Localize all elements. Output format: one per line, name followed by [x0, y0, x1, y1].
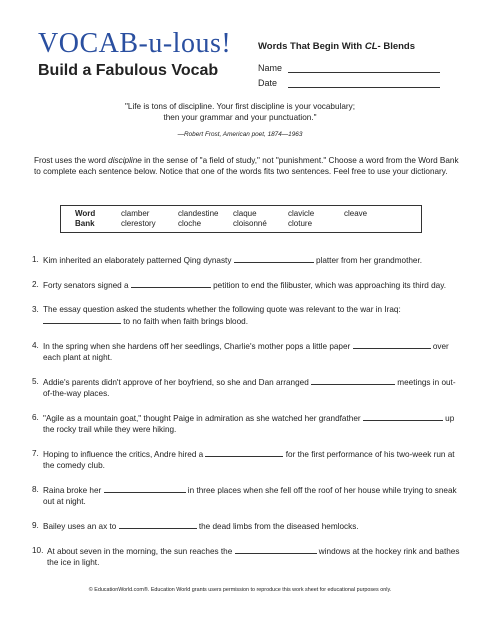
- name-row: [258, 58, 458, 73]
- question-item: [32, 412, 462, 435]
- question-text: [43, 448, 462, 471]
- word-bank-word: cloture: [288, 219, 313, 228]
- question-text: [47, 545, 462, 568]
- question-text-after: up the rocky trail while they were hiking.: [43, 414, 455, 434]
- question-text-after: over each plant at night.: [43, 342, 449, 362]
- answer-blank[interactable]: [363, 412, 443, 421]
- question-text: [43, 412, 462, 435]
- logo-subtitle: Build a Fabulous Vocab: [38, 62, 219, 79]
- word-bank-word: clavicle: [288, 209, 315, 218]
- question-text-after: the dead limbs from the diseased hemlocks.: [196, 522, 359, 531]
- question-text: [43, 340, 462, 363]
- worksheet-title: Words That Begin With CL- Blends: [258, 41, 416, 52]
- answer-blank[interactable]: [234, 254, 314, 263]
- question-item: [32, 279, 462, 291]
- question-number: 5.: [32, 377, 39, 386]
- question-text: [43, 376, 462, 399]
- logo-title: VOCAB-u-lous!: [38, 28, 232, 59]
- question-number: 9.: [32, 521, 39, 530]
- question-item: [32, 484, 462, 507]
- question-item: [32, 304, 462, 327]
- name-field[interactable]: [288, 62, 440, 73]
- question-text-after: in three places when she fell off the roof of her house while trying to sneak out at night.: [43, 486, 457, 506]
- word-bank-word: cloisonné: [233, 219, 267, 228]
- question-text-after: windows at the hockey rink and bathes the ice in light.: [47, 547, 460, 567]
- question-number: 10.: [32, 546, 44, 555]
- question-text-before: "Agile as a mountain goat," thought Paige in admiration as she watched her grandfather: [43, 414, 363, 423]
- word-bank-word: clandestine: [178, 209, 219, 218]
- quote-attribution: —Robert Frost, American poet, 1874—1963: [177, 131, 303, 138]
- question-text-after: to no faith when faith brings blood.: [121, 317, 248, 326]
- word-bank-word: cloche: [178, 219, 202, 228]
- answer-blank[interactable]: [205, 448, 283, 457]
- question-text-after: meetings in out-of-the-way places.: [43, 378, 456, 398]
- word-bank-label: Word Bank: [75, 209, 96, 228]
- question-text-before: Raina broke her: [43, 486, 104, 495]
- date-row: [258, 73, 458, 88]
- question-item: [32, 340, 462, 363]
- word-bank-word: claque: [233, 209, 257, 218]
- answer-blank[interactable]: [353, 340, 431, 349]
- answer-blank[interactable]: [131, 279, 211, 288]
- question-number: 8.: [32, 485, 39, 494]
- question-text: [43, 304, 462, 327]
- frost-quote: [60, 101, 420, 140]
- question-text-before: At about seven in the morning, the sun reaches the: [47, 547, 235, 556]
- worksheet-header: [258, 41, 458, 88]
- word-bank: [60, 205, 422, 233]
- date-field[interactable]: [288, 77, 440, 88]
- copyright-footer: © EducationWorld.com®. Education World grants users permission to reproduce this work sheet for educational purposes only.: [88, 587, 392, 593]
- vocabulous-logo: [38, 30, 231, 80]
- question-text: [43, 279, 462, 291]
- question-text-after: for the first performance of his two-week run at the comedy club.: [43, 450, 455, 470]
- word-bank-word: cleave: [344, 209, 368, 218]
- question-number: 2.: [32, 280, 39, 289]
- question-text-before: In the spring when she hardens off her seedlings, Charlie's mother pops a little paper: [43, 342, 353, 351]
- answer-blank[interactable]: [119, 520, 197, 529]
- question-text-before: Kim inherited an elaborately patterned Qing dynasty: [43, 256, 234, 265]
- question-item: [32, 254, 462, 266]
- question-item: [32, 520, 462, 532]
- question-text-before: Forty senators signed a: [43, 281, 131, 290]
- question-number: 4.: [32, 341, 39, 350]
- instructions: Frost uses the word discipline in the sense of "a field of study," not "punishment." Choose a word from the Word Bank to complete each sentence below. Notice that one of the words fits two sentences. Feel free to use your dictionary.: [34, 156, 459, 176]
- question-list: [32, 254, 462, 581]
- word-bank-words: [121, 209, 404, 229]
- question-text-after: petition to end the filibuster, which was approaching its third day.: [210, 281, 446, 290]
- question-number: 3.: [32, 305, 39, 314]
- word-bank-word: clerestory: [121, 219, 156, 228]
- question-item: [32, 448, 462, 471]
- answer-blank[interactable]: [43, 315, 121, 324]
- question-text: [43, 254, 462, 266]
- question-number: 6.: [32, 413, 39, 422]
- word-bank-word: clamber: [121, 209, 150, 218]
- question-number: 7.: [32, 449, 39, 458]
- question-text-before: Bailey uses an ax to: [43, 522, 119, 531]
- question-item: [32, 376, 462, 399]
- question-text: [43, 520, 462, 532]
- question-text-before: Hoping to influence the critics, Andre hired a: [43, 450, 206, 459]
- question-number: 1.: [32, 255, 39, 264]
- quote-line-1: "Life is tons of discipline. Your first discipline is your vocabulary;: [125, 102, 355, 111]
- question-item: [32, 545, 462, 568]
- question-text-before: Addie's parents didn't approve of her boyfriend, so she and Dan arranged: [43, 378, 312, 387]
- answer-blank[interactable]: [104, 484, 186, 493]
- question-text: [43, 484, 462, 507]
- name-label: Name: [258, 63, 283, 73]
- quote-line-2: then your grammar and your punctuation.": [163, 113, 317, 122]
- question-text-after: platter from her grandmother.: [313, 256, 423, 265]
- answer-blank[interactable]: [311, 376, 395, 385]
- date-label: Date: [258, 78, 278, 88]
- answer-blank[interactable]: [235, 545, 317, 554]
- question-text-before: The essay question asked the students whether the following quote was relevant to the war in Iraq:: [43, 305, 401, 314]
